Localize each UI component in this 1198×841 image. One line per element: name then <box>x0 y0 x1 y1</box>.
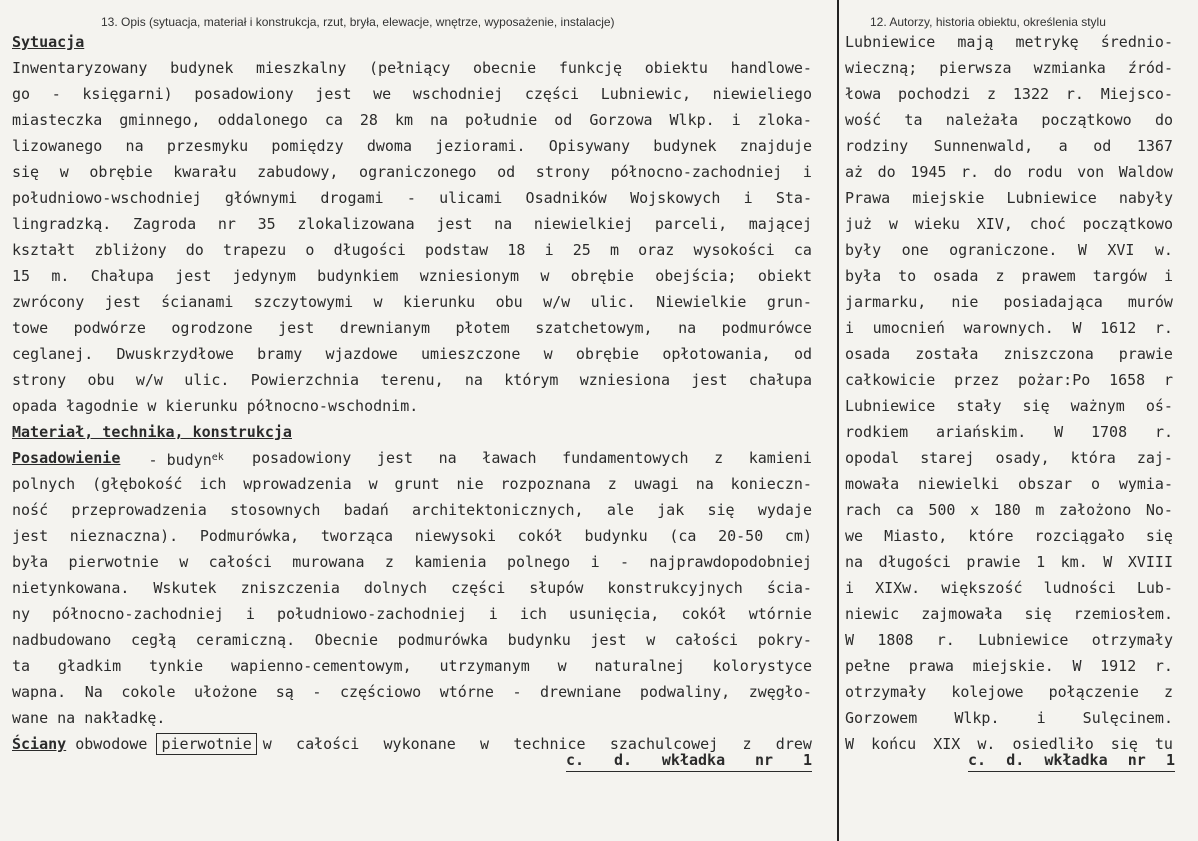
text-line: opodal starej osady, która zaj- <box>845 449 1173 467</box>
text-line: Lubniewice mają metrykę średnio- <box>845 33 1173 51</box>
text-line: otrzymały kolejowe połączenie z <box>845 683 1173 701</box>
description-column <box>12 29 812 757</box>
text-line: strony obu w/w ulic. Powierzchnia terenu, na którym wzniesiona jest chałupa <box>12 371 812 389</box>
text-line: już w wieku XIV, choć początkowo <box>845 215 1173 233</box>
text-line: rodkiem ariańskim. W 1708 r. <box>845 423 1173 441</box>
text-line: zwrócony jest ścianami szczytowymi w kierunku obu w/w ulic. Niewielkie grun- <box>12 293 812 311</box>
text-line: towe podwórze ogrodzone jest drewnianym płotem szatchetowym, na podmurówce <box>12 319 812 337</box>
text-line: i XIXw. większość ludności Lub- <box>845 579 1173 597</box>
text-line: opada łagodnie w kierunku północno-wschodnim. <box>12 397 419 415</box>
superscript-correction: ek <box>211 452 224 463</box>
text-line: nietynkowana. Wskutek zniszczenia dolnych części słupów konstrukcyjnych ścia- <box>12 579 812 597</box>
continuation-word: wkładka <box>661 751 726 769</box>
text-line: niewic zajmowała się rzemiosłem. <box>845 605 1173 623</box>
continuation-word: wkładka <box>1044 751 1108 769</box>
text-line: jarmarku, nie posiadająca murów <box>845 293 1173 311</box>
continuation-word: 1 <box>802 751 812 769</box>
continuation-underline-right <box>968 771 1175 772</box>
text-line: ność przeprowadzenia stosownych badań architektonicznych, ale jak się wydaje <box>12 501 812 519</box>
text-line: była to osada z prawem targów i <box>845 267 1173 285</box>
posadowienie-paragraph <box>12 471 812 731</box>
text-line: Gorzowem Wlkp. i Sulęcinem. <box>845 709 1173 727</box>
section-12-header: 12. Autorzy, historia obiektu, określenia stylu <box>870 15 1106 29</box>
continuation-word: 1 <box>1165 751 1175 769</box>
text-line: całkowicie przez pożar:Po 1658 r <box>845 371 1173 389</box>
text-line: ceglanej. Dwuskrzydłowe bramy wjazdowe umieszczone w obrębie opłotowania, od <box>12 345 812 363</box>
text-line: wane na nakładkę. <box>12 709 166 727</box>
text-line: ta gładkim tynkie wapienno-cementowym, utrzymanym w naturalnej kolorystyce <box>12 657 812 675</box>
text-line: i umocnień warownych. W 1612 r. <box>845 319 1173 337</box>
heading-posadowienie: Posadowienie <box>12 449 121 467</box>
continuation-word: nr <box>755 751 774 769</box>
sciany-line: Ściany obwodowe pierwotnie w całości wykonane w technice szachulcowej z drew <box>12 731 812 757</box>
text-line: była pierwotnie w całości murowana z kamienia polnego i - najprawdopodobniej <box>12 553 812 571</box>
column-divider <box>837 0 839 841</box>
heading-material: Materiał, technika, konstrukcja <box>12 423 292 441</box>
text-line: polnych (głębokość ich wprowadzenia w grunt nie rozpoznana z uwagi na konieczn- <box>12 475 812 493</box>
text-line: W końcu XIX w. osiedliło się tu <box>845 735 1173 753</box>
heading-sciany: Ściany <box>12 735 67 753</box>
text-line: rodziny Sunnenwald, a od 1367 <box>845 137 1173 155</box>
text-line: lizowanego na przesmyku pomiędzy dwoma jeziorami. Opisywany budynek znajduje <box>12 137 812 155</box>
text-line: na długości prawie 1 km. W XVIII <box>845 553 1173 571</box>
text-line: były one ograniczone. W XVI w. <box>845 241 1173 259</box>
continuation-note-left <box>566 751 812 769</box>
continuation-word: nr <box>1127 751 1146 769</box>
history-column <box>845 29 1173 757</box>
text-line: lingradzką. Zagroda nr 35 zlokalizowana jest na niewielkiej parceli, mającej <box>12 215 812 233</box>
text-line: rach ca 500 x 180 m założono No- <box>845 501 1173 519</box>
posadowienie-first-line: Posadowienie - budyn$^{ek}$ posadowiony jest na ławach fundamentowych z kamieni <box>12 445 812 471</box>
text-line: wość ta należała początkowo do <box>845 111 1173 129</box>
section-13-header: 13. Opis (sytuacja, materiał i konstrukcja, rzut, bryła, elewacje, wnętrze, wyposażenie, instalacje) <box>101 15 615 29</box>
text-line: go - księgarni) posadowiony jest we wschodniej części Lubniewic, niewieliego <box>12 85 812 103</box>
text-line: miasteczka gminnego, oddalonego ca 28 km na południe od Gorzowa Wlkp. i zloka- <box>12 111 812 129</box>
text-line: Lubniewice stały się ważnym oś- <box>845 397 1173 415</box>
text-line: W 1808 r. Lubniewice otrzymały <box>845 631 1173 649</box>
text-line: 15 m. Chałupa jest jedynym budynkiem wzniesionym w obrębie obejścia; obiekt <box>12 267 812 285</box>
text-line: łowa pochodzi z 1322 r. Miejsco- <box>845 85 1173 103</box>
text-line: we Miasto, które rozciągało się <box>845 527 1173 545</box>
text-line: się w obrębie kwarału zabudowy, ograniczonego od strony północno-zachodniej i <box>12 163 812 181</box>
continuation-note-right <box>968 751 1175 769</box>
text-line: mowała niewielki obszar o wymia- <box>845 475 1173 493</box>
text-line: pełne prawa miejskie. W 1912 r. <box>845 657 1173 675</box>
text-line: wieczną; pierwsza wzmianka źród- <box>845 59 1173 77</box>
continuation-underline-left <box>566 771 812 772</box>
text-line: aż do 1945 r. do rodu von Waldow <box>845 163 1173 181</box>
heading-sytuacja: Sytuacja <box>12 33 85 51</box>
text-line: Prawa miejskie Lubniewice nabyły <box>845 189 1173 207</box>
continuation-word: c. <box>566 751 585 769</box>
continuation-word: d. <box>613 751 633 769</box>
text-line: osada została zniszczona prawie <box>845 345 1173 363</box>
sytuacja-paragraph <box>12 55 812 419</box>
text-line: jest nieznaczna). Podmurówka, tworząca niewysoki cokół budynku (ca 20-50 cm) <box>12 527 812 545</box>
continuation-word: d. <box>1006 751 1025 769</box>
text-line: południowo-wschodniej głównymi drogami - ulicami Osadników Wojskowych i Sta- <box>12 189 812 207</box>
boxed-word: pierwotnie <box>156 733 256 755</box>
continuation-word: c. <box>968 751 987 769</box>
text-line: Inwentaryzowany budynek mieszkalny (pełniący obecnie funkcję obiektu handlowe- <box>12 59 812 77</box>
text-line: ny północno-zachodniej i południowo-zachodniej i ich usunięcia, cokół wtórnie <box>12 605 812 623</box>
text-line: nadbudowano cegłą ceramiczną. Obecnie podmurówka budynku jest w całości pokry- <box>12 631 812 649</box>
text-line: kształt zbliżony do trapezu o długości podstaw 18 i 25 m oraz wysokości ca <box>12 241 812 259</box>
text-line: wapna. Na cokole ułożone są - częściowo wtórne - drewniane podwaliny, zwęgło- <box>12 683 812 701</box>
